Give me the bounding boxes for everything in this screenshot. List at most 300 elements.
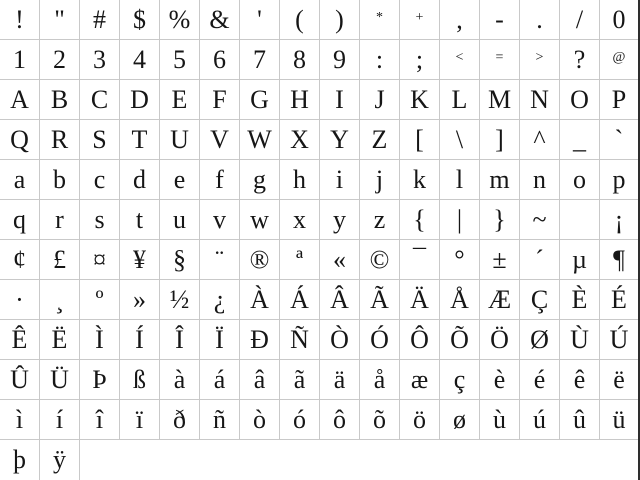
glyph: u [173,205,186,234]
glyph: 6 [213,45,226,74]
glyph: é [533,365,546,394]
empty-cell [400,440,440,480]
glyph-cell[interactable] [80,320,120,360]
glyph-cell[interactable] [320,320,360,360]
glyph-cell[interactable] [560,160,600,200]
glyph-cell[interactable] [600,240,638,280]
glyph-cell[interactable] [560,0,600,40]
glyph: y [333,205,346,234]
glyph-cell[interactable] [480,280,520,320]
glyph-cell[interactable] [400,160,440,200]
glyph: C [90,85,109,114]
glyph-cell[interactable] [160,280,200,320]
glyph: © [369,245,390,274]
glyph-cell[interactable] [200,40,240,80]
glyph-cell[interactable] [400,280,440,320]
glyph-cell[interactable] [280,320,320,360]
glyph: s [94,205,105,234]
glyph-cell[interactable] [160,120,200,160]
glyph: ( [295,5,304,34]
glyph: ¸ [55,285,64,314]
glyph: n [533,165,546,194]
glyph-cell[interactable] [240,80,280,120]
glyph: ~ [532,205,547,234]
glyph: ´ [535,245,544,274]
glyph-cell[interactable] [360,80,400,120]
glyph-cell[interactable] [360,40,400,80]
empty-cell [120,440,160,480]
glyph-cell[interactable] [160,400,200,440]
glyph: ? [573,45,586,74]
glyph-cell[interactable] [0,80,40,120]
glyph-cell[interactable] [0,120,40,160]
glyph-cell[interactable] [480,320,520,360]
glyph-cell[interactable] [560,240,600,280]
glyph-cell[interactable] [120,360,160,400]
empty-cell [160,440,200,480]
glyph-cell[interactable] [440,0,480,40]
glyph: a [13,165,26,194]
glyph: ù [493,405,506,434]
glyph-cell[interactable] [480,40,520,80]
glyph-cell[interactable] [400,320,440,360]
glyph-cell[interactable] [280,0,320,40]
glyph-cell[interactable] [600,360,638,400]
empty-cell [440,440,480,480]
glyph-cell[interactable] [80,120,120,160]
glyph-cell[interactable] [280,240,320,280]
glyph: | [456,205,463,234]
glyph: S [92,125,107,154]
glyph-cell[interactable] [520,0,560,40]
glyph-cell[interactable] [520,400,560,440]
empty-cell [80,440,120,480]
glyph-cell[interactable] [80,360,120,400]
glyph: º [95,285,104,314]
glyph: Ë [51,325,68,354]
glyph-cell[interactable] [200,320,240,360]
glyph-cell[interactable] [320,40,360,80]
glyph: : [375,45,384,74]
glyph-cell[interactable] [0,280,40,320]
glyph: Ç [530,285,549,314]
glyph: 4 [133,45,146,74]
glyph: ï [135,405,144,434]
glyph-cell[interactable] [240,120,280,160]
glyph: Î [175,325,184,354]
glyph: ø [453,405,466,434]
glyph: ' [257,5,262,34]
glyph: . [536,5,543,34]
empty-cell [480,440,520,480]
glyph: ú [533,405,546,434]
glyph-cell[interactable] [600,400,638,440]
glyph-cell[interactable] [320,240,360,280]
glyph: ê [573,365,586,394]
glyph-cell[interactable] [480,120,520,160]
glyph-cell[interactable] [160,0,200,40]
glyph-cell[interactable] [120,160,160,200]
glyph-cell[interactable] [200,80,240,120]
glyph: » [133,285,146,314]
glyph-cell[interactable] [560,280,600,320]
glyph-cell[interactable] [80,240,120,280]
glyph-cell[interactable] [80,80,120,120]
glyph-cell[interactable] [120,120,160,160]
glyph: õ [373,405,386,434]
glyph-cell[interactable] [560,320,600,360]
glyph-cell[interactable] [600,80,638,120]
glyph: 8 [293,45,306,74]
glyph: 9 [333,45,346,74]
glyph-cell[interactable] [200,360,240,400]
glyph: % [168,5,191,34]
glyph-cell[interactable] [120,320,160,360]
glyph-cell[interactable] [0,40,40,80]
glyph: ÿ [53,445,66,474]
glyph: p [612,165,626,194]
glyph: } [493,205,506,234]
glyph-cell[interactable] [0,400,40,440]
glyph-cell[interactable] [80,400,120,440]
glyph-cell[interactable] [160,40,200,80]
glyph: 0 [612,5,626,34]
glyph-cell[interactable] [400,360,440,400]
glyph: V [210,125,229,154]
glyph-cell[interactable] [40,360,80,400]
glyph: m [489,165,510,194]
glyph: D [130,85,149,114]
glyph-cell[interactable] [200,200,240,240]
glyph-cell[interactable] [0,360,40,400]
glyph-cell[interactable] [520,320,560,360]
glyph: É [611,285,627,314]
glyph: 1 [13,45,26,74]
glyph: w [250,205,269,234]
glyph: Ô [410,325,429,354]
glyph-cell[interactable] [160,160,200,200]
glyph-cell[interactable] [520,80,560,120]
glyph-cell[interactable] [560,80,600,120]
glyph: _ [573,125,586,154]
glyph: I [335,85,344,114]
glyph-cell[interactable] [600,40,638,80]
glyph-cell[interactable] [520,240,560,280]
glyph-cell[interactable] [40,440,80,480]
glyph-cell[interactable] [360,280,400,320]
glyph-cell[interactable] [280,120,320,160]
glyph: ± [492,245,507,274]
glyph-cell[interactable] [120,0,160,40]
glyph-cell[interactable] [400,40,440,80]
glyph: ¥ [133,245,146,274]
glyph-cell[interactable] [320,0,360,40]
glyph: ó [293,405,306,434]
glyph: § [173,245,186,274]
glyph: F [212,85,227,114]
glyph: ° [454,245,465,274]
glyph-cell[interactable] [240,160,280,200]
glyph-cell[interactable] [280,280,320,320]
glyph-cell[interactable] [40,320,80,360]
glyph-cell[interactable] [160,200,200,240]
glyph-cell[interactable] [360,320,400,360]
glyph-cell[interactable] [480,400,520,440]
glyph: ü [612,405,626,434]
glyph-cell[interactable] [240,360,280,400]
glyph: v [213,205,226,234]
glyph-cell[interactable] [120,40,160,80]
glyph-cell[interactable] [0,240,40,280]
glyph-cell[interactable] [160,80,200,120]
glyph-cell[interactable] [440,360,480,400]
glyph-cell[interactable] [200,160,240,200]
glyph: O [570,85,589,114]
glyph-cell[interactable] [40,280,80,320]
glyph: B [50,85,69,114]
glyph-cell[interactable] [520,360,560,400]
glyph-cell[interactable] [360,400,400,440]
glyph-cell[interactable] [600,320,638,360]
glyph: f [215,165,224,194]
glyph-cell[interactable] [120,200,160,240]
glyph: + [415,10,424,25]
glyph-cell[interactable] [520,200,560,240]
glyph-cell[interactable] [480,360,520,400]
glyph-cell[interactable] [440,40,480,80]
glyph-cell[interactable] [240,280,280,320]
glyph-cell[interactable] [240,240,280,280]
glyph-cell[interactable] [80,0,120,40]
glyph: q [13,205,26,234]
glyph-cell[interactable] [440,80,480,120]
glyph: A [10,85,29,114]
glyph-cell[interactable] [160,240,200,280]
glyph-cell[interactable] [560,360,600,400]
glyph: Ï [215,325,224,354]
glyph-cell[interactable] [600,160,638,200]
glyph-cell[interactable] [40,400,80,440]
glyph-cell[interactable] [520,160,560,200]
glyph: ä [333,365,346,394]
glyph-cell[interactable] [360,0,400,40]
glyph: ò [253,405,266,434]
glyph: Q [10,125,29,154]
glyph-cell[interactable] [320,400,360,440]
glyph-cell[interactable] [480,200,520,240]
glyph-cell[interactable] [200,280,240,320]
glyph-cell[interactable] [40,240,80,280]
glyph-cell[interactable] [40,40,80,80]
glyph-cell[interactable] [360,160,400,200]
glyph-cell[interactable] [80,40,120,80]
glyph: þ [13,445,26,474]
glyph: & [209,5,230,34]
glyph-cell[interactable] [520,120,560,160]
glyph-cell[interactable] [0,0,40,40]
glyph-cell[interactable] [440,240,480,280]
glyph-cell[interactable] [400,200,440,240]
glyph-cell[interactable] [440,160,480,200]
glyph: Ñ [290,325,309,354]
glyph: £ [53,245,66,274]
glyph-cell[interactable] [360,240,400,280]
glyph: ¯ [413,245,426,274]
glyph: > [535,50,544,65]
glyph: À [250,285,269,314]
glyph: ß [133,365,146,394]
glyph: î [95,405,104,434]
glyph-cell[interactable] [200,120,240,160]
glyph-cell[interactable] [560,120,600,160]
glyph: i [335,165,344,194]
glyph: ñ [213,405,226,434]
glyph-cell[interactable] [440,320,480,360]
glyph: ) [335,5,344,34]
glyph-cell[interactable] [160,320,200,360]
glyph-cell[interactable] [320,120,360,160]
glyph-cell[interactable] [200,240,240,280]
glyph-cell[interactable] [360,360,400,400]
glyph-cell[interactable] [440,120,480,160]
glyph: ô [333,405,346,434]
glyph-cell[interactable] [360,200,400,240]
glyph-cell[interactable] [0,320,40,360]
glyph-cell[interactable] [80,200,120,240]
glyph-cell[interactable] [280,360,320,400]
glyph: Â [330,285,349,314]
glyph: ½ [169,285,190,314]
glyph: Ä [410,285,429,314]
glyph-cell[interactable] [40,80,80,120]
glyph-cell[interactable] [480,240,520,280]
glyph: H [290,85,309,114]
glyph-cell[interactable] [0,160,40,200]
glyph: Æ [487,285,512,314]
glyph-cell[interactable] [320,160,360,200]
glyph-cell[interactable] [80,280,120,320]
glyph-cell[interactable] [120,400,160,440]
empty-cell [600,440,638,480]
glyph-cell[interactable] [320,360,360,400]
glyph: j [375,165,384,194]
glyph-cell[interactable] [560,400,600,440]
glyph: r [55,205,64,234]
glyph-cell[interactable] [160,360,200,400]
glyph-cell[interactable] [400,80,440,120]
glyph-cell[interactable] [280,160,320,200]
glyph: K [410,85,429,114]
glyph-cell[interactable] [480,80,520,120]
glyph-cell[interactable] [240,400,280,440]
glyph: Ö [490,325,509,354]
glyph: W [247,125,272,154]
glyph-cell[interactable] [560,200,600,240]
glyph: ë [613,365,625,394]
glyph-cell[interactable] [520,40,560,80]
glyph-cell[interactable] [80,160,120,200]
glyph-cell[interactable] [400,240,440,280]
glyph: ç [453,365,466,394]
glyph-cell[interactable] [240,0,280,40]
glyph-cell[interactable] [360,120,400,160]
glyph-cell[interactable] [240,40,280,80]
glyph-cell[interactable] [400,120,440,160]
glyph: ! [15,5,24,34]
glyph: Á [290,285,309,314]
glyph-cell[interactable] [200,400,240,440]
glyph-cell[interactable] [280,200,320,240]
glyph-cell[interactable] [40,120,80,160]
empty-cell [280,440,320,480]
glyph-cell[interactable] [440,200,480,240]
glyph-cell[interactable] [400,400,440,440]
glyph-cell[interactable] [600,120,638,160]
glyph: c [93,165,106,194]
glyph: Õ [450,325,469,354]
glyph-cell[interactable] [120,240,160,280]
glyph-cell[interactable] [240,320,280,360]
glyph: Ì [95,325,104,354]
glyph: U [170,125,189,154]
glyph-cell[interactable] [440,400,480,440]
glyph-cell[interactable] [480,160,520,200]
empty-cell [240,440,280,480]
glyph: Ã [370,285,389,314]
glyph-cell[interactable] [120,80,160,120]
glyph-cell[interactable] [320,280,360,320]
glyph-cell[interactable] [0,440,40,480]
glyph: ^ [533,125,546,154]
glyph-cell[interactable] [600,200,638,240]
glyph: ® [249,245,270,274]
glyph: J [374,85,385,114]
glyph-cell[interactable] [40,160,80,200]
glyph: ] [495,125,504,154]
glyph-cell[interactable] [40,200,80,240]
glyph-cell[interactable] [240,200,280,240]
glyph-cell[interactable] [480,0,520,40]
glyph-cell[interactable] [320,80,360,120]
glyph-cell[interactable] [400,0,440,40]
glyph: @ [612,50,626,65]
glyph: < [455,50,464,65]
glyph-cell[interactable] [200,0,240,40]
glyph: " [54,5,65,34]
glyph: = [495,50,504,65]
glyph: æ [410,365,429,394]
glyph-cell[interactable] [40,0,80,40]
glyph-cell[interactable] [280,400,320,440]
glyph: { [413,205,426,234]
glyph-cell[interactable] [600,0,638,40]
glyph-cell[interactable] [600,280,638,320]
glyph: R [50,125,69,154]
glyph-cell[interactable] [280,80,320,120]
glyph-cell[interactable] [280,40,320,80]
glyph: â [253,365,266,394]
glyph: - [495,5,504,34]
glyph: ¤ [93,245,106,274]
glyph-cell[interactable] [560,40,600,80]
glyph-cell[interactable] [440,280,480,320]
glyph: ã [293,365,306,394]
glyph-cell[interactable] [520,280,560,320]
empty-cell [360,440,400,480]
glyph-cell[interactable] [320,200,360,240]
glyph-cell[interactable] [0,200,40,240]
glyph-cell[interactable] [120,280,160,320]
